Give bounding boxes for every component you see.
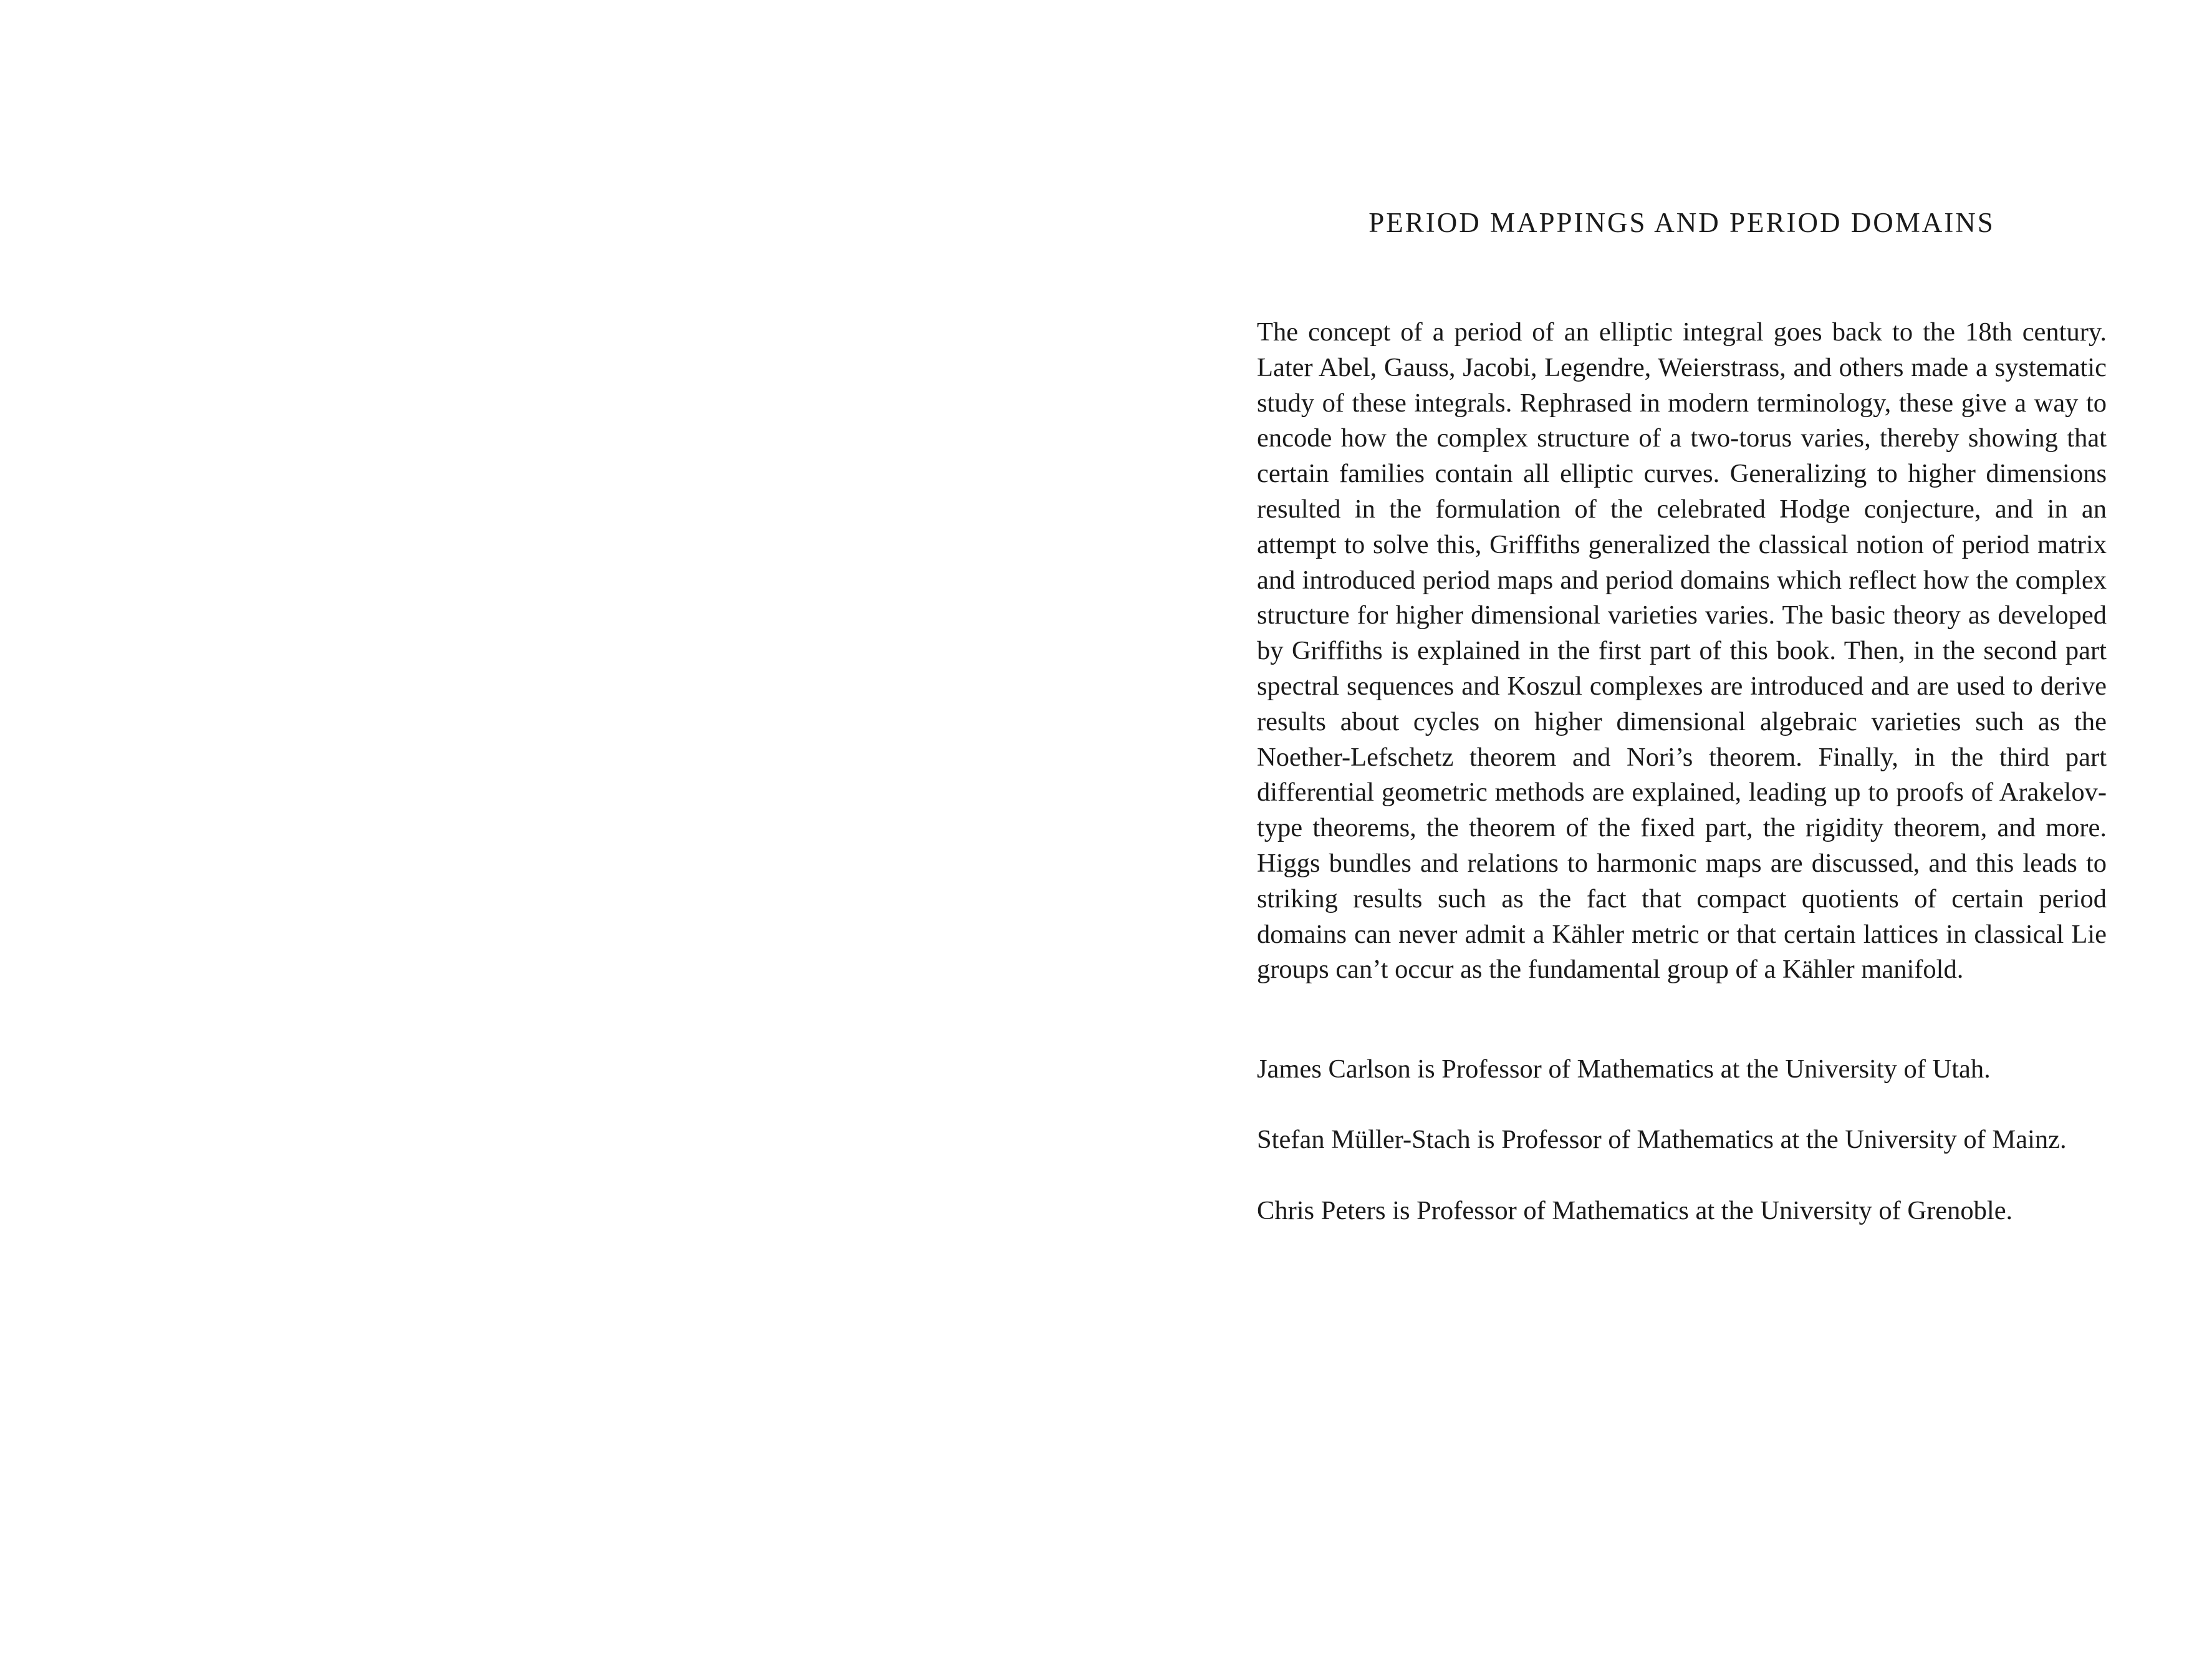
- book-title: PERIOD MAPPINGS AND PERIOD DOMAINS: [1368, 207, 1995, 238]
- author-bio-peters: Chris Peters is Professor of Mathematics at the University of Grenoble.: [1257, 1196, 2013, 1225]
- book-description: The concept of a period of an elliptic integral goes back to the 18th century. Later Abel, Gauss, Jacobi, Legendre, Weierstrass, and others made a systematic study of these integrals. Rephrased in modern terminology, these give a way to encode how the complex structure of a two-torus varies, thereby showing that certain families contain all elliptic curves. Generalizing to higher dimensions resulted in the formulation of the celebrated Hodge conjecture, and in an attempt to solve this, Griffiths generalized the classical notion of period matrix and introduced period maps and period domains which reflect how the complex structure for higher dimensional varieties varies. The basic theory as developed by Griffiths is explained in the first part of this book. Then, in the second part spectral sequences and Koszul complexes are introduced and are used to derive results about cycles on higher dimensional algebraic varieties such as the Noether-Lefschetz theorem and Nori’s theorem. Finally, in the third part differential geometric methods are explained, leading up to proofs of Arakelov-type theorems, the theorem of the fixed part, the rigidity theorem, and more. Higgs bundles and relations to harmonic maps are discussed, and this leads to striking results such as the fact that compact quotients of certain period domains can never admit a Kähler metric or that certain lattices in classical Lie groups can’t occur as the fundamental group of a Kähler manifold.: [1257, 317, 2107, 985]
- author-bio-muller-stach: Stefan Müller-Stach is Professor of Mathematics at the University of Mainz.: [1257, 1125, 2067, 1154]
- author-bio-carlson: James Carlson is Professor of Mathematics at the University of Utah.: [1257, 1054, 1991, 1084]
